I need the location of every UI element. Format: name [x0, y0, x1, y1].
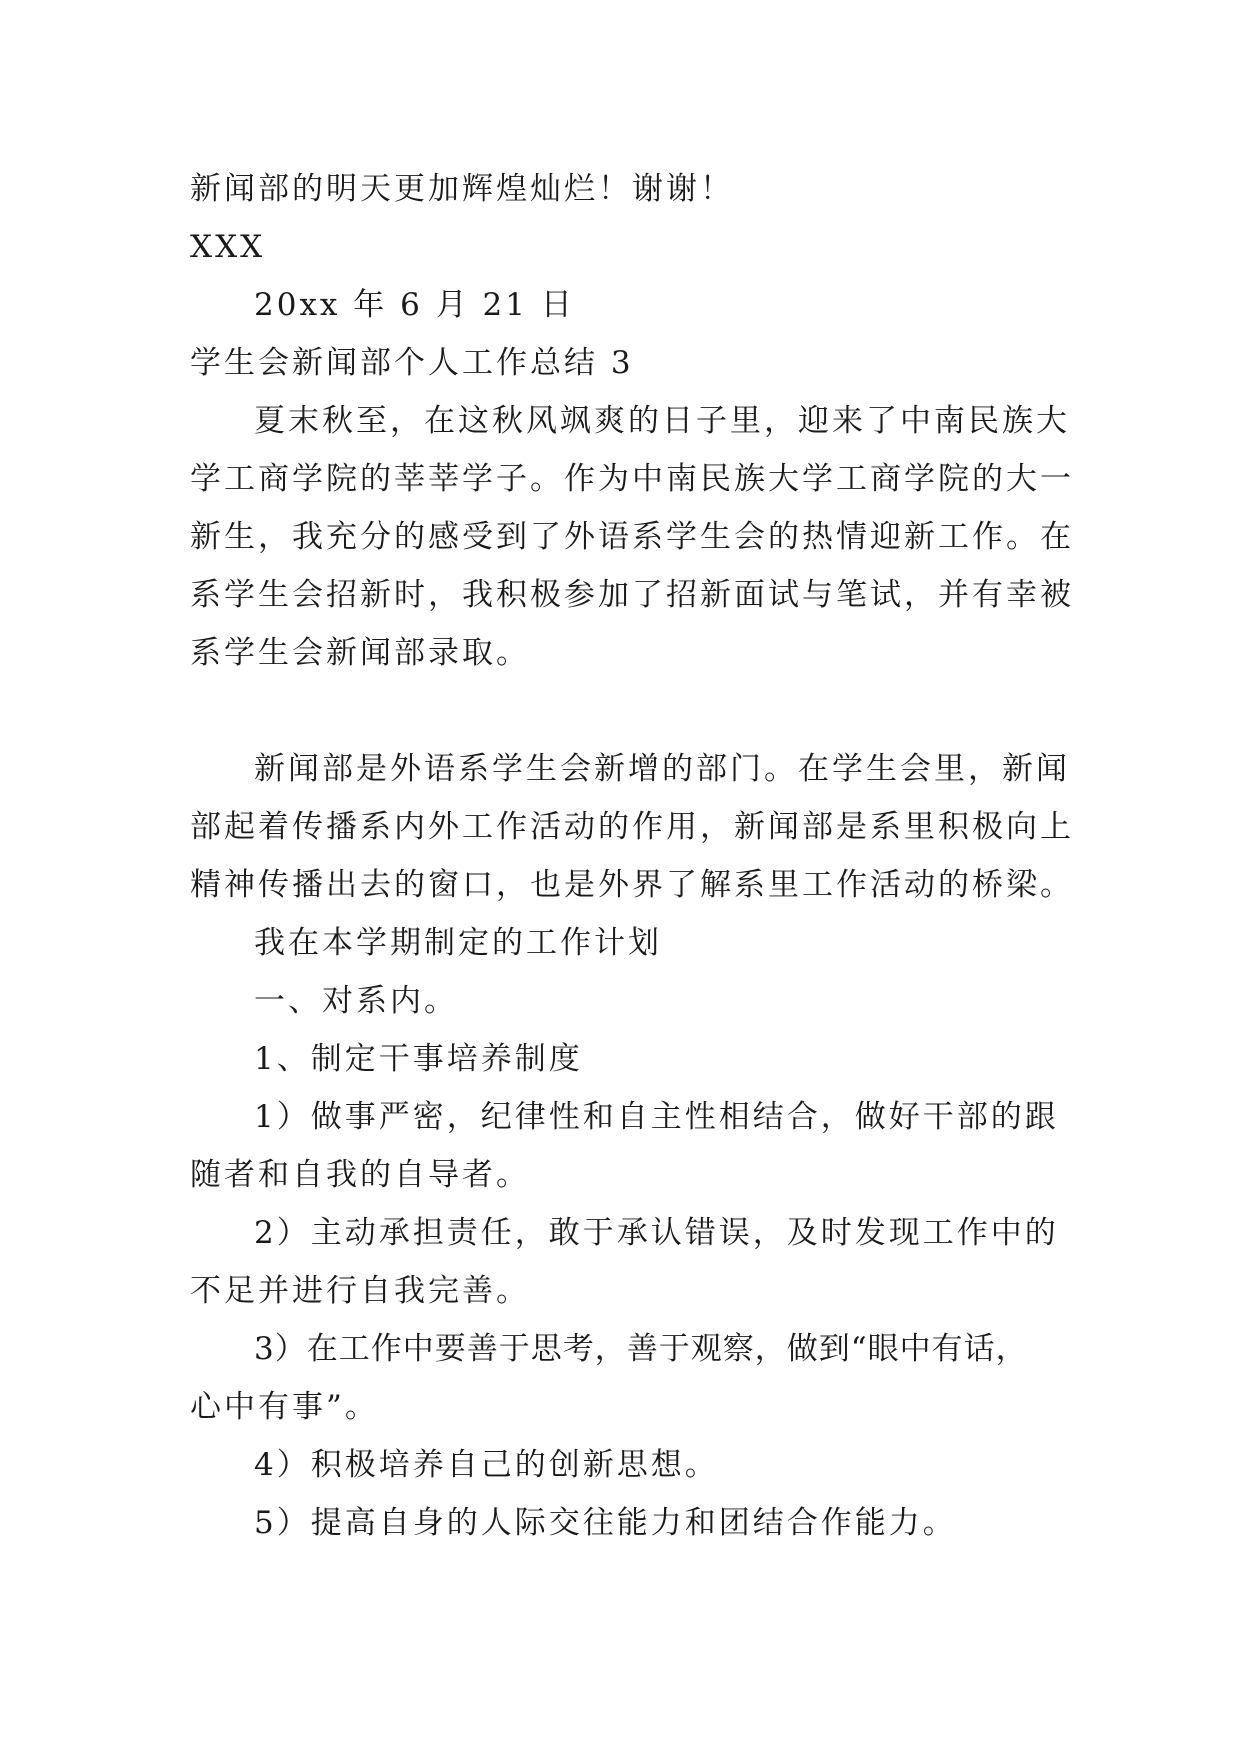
sub-item-line: 心中有事”。: [190, 1389, 379, 1425]
part-one-heading: 一、对系内。: [254, 983, 458, 1019]
plan-heading: 我在本学期制定的工作计划: [254, 925, 662, 961]
date-line: 20xx 年 6 月 21 日: [254, 287, 575, 323]
document-body: [190, 160, 1074, 1552]
paragraph-line: 系学生会招新时，我积极参加了招新面试与笔试，并有幸被: [190, 577, 1074, 613]
paragraph-line: 系学生会新闻部录取。: [190, 635, 530, 671]
item-1-heading: 1、制定干事培养制度: [254, 1041, 583, 1077]
signature: XXX: [190, 229, 266, 265]
paragraph-spacer: [190, 682, 1070, 740]
sub-item-3: [190, 1320, 1070, 1436]
sub-item-line: 2）主动承担责任，敢于承认错误，及时发现工作中的: [254, 1215, 1059, 1251]
sub-item-2: [190, 1204, 1070, 1320]
paragraph-line: 部起着传播系内外工作活动的作用，新闻部是系里积极向上: [190, 809, 1074, 845]
sub-item-line: 不足并进行自我完善。: [190, 1273, 530, 1309]
paragraph-line: 夏末秋至，在这秋风飒爽的日子里，迎来了中南民族大: [254, 403, 1070, 439]
sub-item-1: [190, 1088, 1070, 1204]
paragraph-line: 新生，我充分的感受到了外语系学生会的热情迎新工作。在: [190, 519, 1074, 555]
paragraph-line: 新闻部是外语系学生会新增的部门。在学生会里，新闻: [254, 751, 1070, 787]
closing-line: 新闻部的明天更加辉煌灿烂！谢谢！: [190, 171, 734, 207]
sub-item-line: 1）做事严密，纪律性和自主性相结合，做好干部的跟: [254, 1099, 1059, 1135]
paragraph-line: 精神传播出去的窗口，也是外界了解系里工作活动的桥梁。: [190, 867, 1074, 903]
sub-item-line: 随者和自我的自导者。: [190, 1157, 530, 1193]
section-title: 学生会新闻部个人工作总结 3: [190, 345, 634, 381]
sub-item-5: 5）提高自身的人际交往能力和团结合作能力。: [254, 1505, 957, 1541]
sub-item-4: 4）积极培养自己的创新思想。: [254, 1447, 719, 1483]
paragraph-line: 学工商学院的莘莘学子。作为中南民族大学工商学院的大一: [190, 461, 1074, 497]
sub-item-line: 3）在工作中要善于思考，善于观察，做到“眼中有话，: [254, 1331, 1028, 1367]
paragraph-2: [190, 740, 1074, 914]
paragraph-1: [190, 392, 1074, 682]
